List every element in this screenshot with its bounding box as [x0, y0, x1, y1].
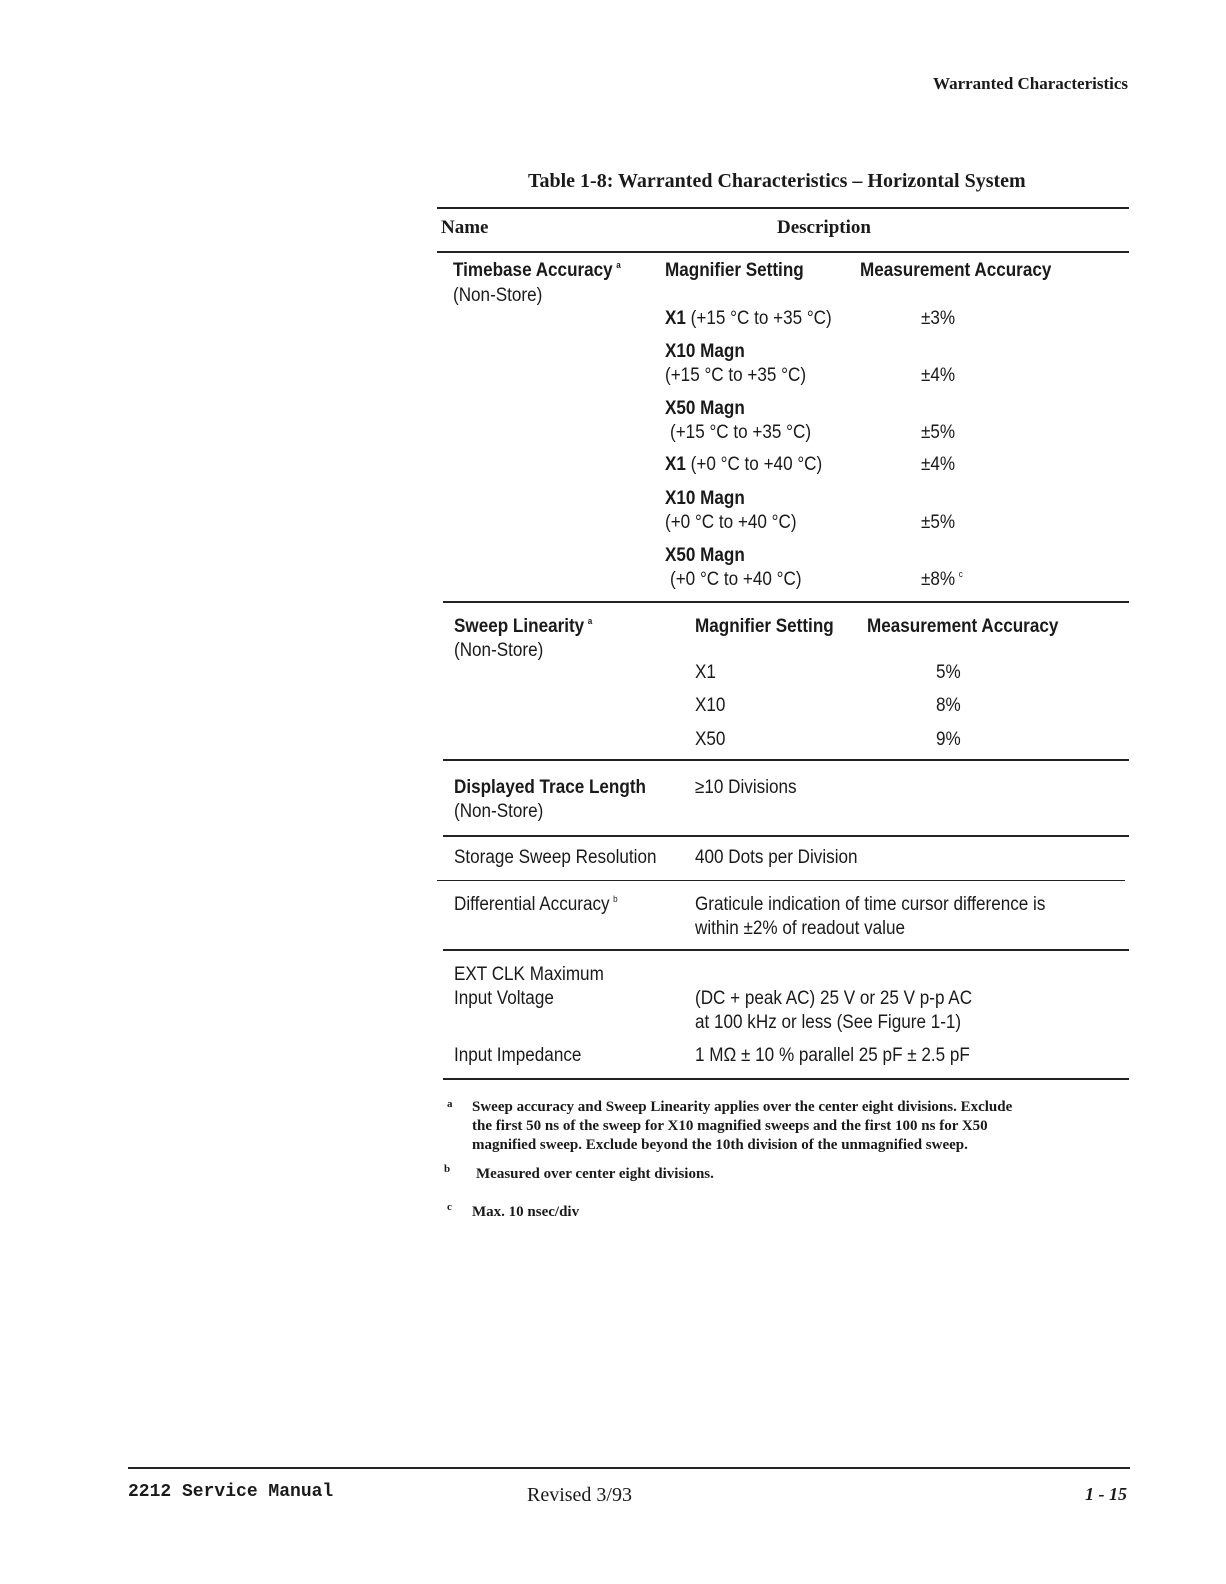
timebase-setting: X10 Magn — [665, 488, 745, 509]
column-header-description: Description — [777, 217, 871, 238]
differential-accuracy-value: Graticule indication of time cursor difference is — [695, 894, 1046, 915]
ext-clk-voltage-value: at 100 kHz or less (See Figure 1-1) — [695, 1012, 962, 1033]
trace-length-name: Displayed Trace Length — [454, 777, 646, 798]
footnote-marker: b — [613, 894, 618, 904]
row-divider — [443, 759, 1129, 761]
linearity-subhead-setting: Magnifier Setting — [695, 616, 834, 637]
footer-revision: Revised 3/93 — [527, 1484, 632, 1506]
trace-length-qualifier: (Non-Store) — [454, 801, 544, 822]
linearity-setting: X50 — [695, 729, 726, 750]
timebase-accuracy-name: Timebase Accuracy $^a$ — [453, 260, 621, 281]
timebase-setting: X1 (+15 °C to +35 °C) — [665, 308, 832, 329]
timebase-accuracy-value: ±3% — [921, 308, 956, 329]
footnote-c-marker: c — [447, 1201, 452, 1213]
sweep-linearity-name: Sweep Linearity $^a$ — [454, 616, 593, 637]
timebase-setting: X50 Magn — [665, 545, 745, 566]
footnote-b-marker: b — [444, 1163, 451, 1175]
running-header: Warranted Characteristics — [933, 74, 1128, 93]
timebase-setting: X50 Magn — [665, 398, 745, 419]
footer-page-number: 1 - 15 — [1085, 1484, 1127, 1504]
storage-resolution-value: 400 Dots per Division — [695, 847, 858, 868]
footnote-a-text: magnified sweep. Exclude beyond the 10th division of the unmagnified sweep. — [472, 1137, 968, 1153]
row-divider — [443, 949, 1129, 951]
timebase-accuracy-value: ±5% — [921, 512, 956, 533]
storage-resolution-name: Storage Sweep Resolution — [454, 847, 657, 868]
timebase-qualifier: (Non-Store) — [453, 285, 543, 306]
column-header-name: Name — [441, 217, 489, 238]
timebase-accuracy-value: ±4% — [921, 365, 956, 386]
differential-accuracy-value: within ±2% of readout value — [695, 918, 905, 939]
timebase-setting: X1 (+0 °C to +40 °C) — [665, 454, 823, 475]
table-bottom-rule — [443, 1078, 1129, 1080]
table-top-rule — [437, 207, 1129, 209]
timebase-subhead-setting: Magnifier Setting — [665, 260, 804, 281]
header-bottom-rule — [437, 251, 1129, 253]
ext-clk-voltage-value: (DC + peak AC) 25 V or 25 V p-p AC — [695, 988, 973, 1009]
linearity-accuracy-value: 5% — [936, 662, 961, 683]
row-divider — [443, 601, 1129, 603]
timebase-setting-range: (+0 °C to +40 °C) — [670, 569, 802, 590]
footnote-a-text: Sweep accuracy and Sweep Linearity applies over the center eight divisions. Exclude — [472, 1099, 1013, 1115]
timebase-subhead-accuracy: Measurement Accuracy — [860, 260, 1052, 281]
row-divider — [437, 880, 1125, 881]
timebase-accuracy-value: ±5% — [921, 422, 956, 443]
sweep-linearity-qualifier: (Non-Store) — [454, 640, 544, 661]
linearity-accuracy-value: 8% — [936, 695, 961, 716]
footer-rule — [128, 1467, 1130, 1469]
footnote-marker: a — [616, 260, 621, 270]
ext-clk-name: EXT CLK Maximum — [454, 964, 604, 985]
timebase-setting: X10 Magn — [665, 341, 745, 362]
timebase-accuracy-value: ±8% $^c$ — [921, 569, 963, 590]
footnote-a-text: the first 50 ns of the sweep for X10 magnified sweeps and the first 100 ns for X50 — [472, 1118, 988, 1134]
linearity-accuracy-value: 9% — [936, 729, 961, 750]
timebase-setting-range: (+0 °C to +40 °C) — [665, 512, 797, 533]
ext-clk-impedance-name: Input Impedance — [454, 1045, 582, 1066]
footnote-a-marker: a — [447, 1098, 453, 1110]
linearity-setting: X1 — [695, 662, 716, 683]
linearity-subhead-accuracy: Measurement Accuracy — [867, 616, 1059, 637]
trace-length-value: ≥10 Divisions — [695, 777, 797, 798]
timebase-setting-range: (+15 °C to +35 °C) — [665, 365, 807, 386]
ext-clk-impedance-value: 1 MΩ ± 10 % parallel 25 pF ± 2.5 pF — [695, 1045, 970, 1066]
row-divider — [443, 835, 1129, 837]
ext-clk-input-voltage: Input Voltage — [454, 988, 554, 1009]
footnote-marker: c — [958, 569, 963, 579]
footnote-c-text: Max. 10 nsec/div — [472, 1204, 580, 1220]
footnote-marker: a — [587, 616, 593, 626]
linearity-setting: X10 — [695, 695, 726, 716]
table-caption: Table 1-8: Warranted Characteristics – Horizontal System — [528, 170, 1026, 192]
timebase-setting-range: (+15 °C to +35 °C) — [670, 422, 812, 443]
timebase-accuracy-value: ±4% — [921, 454, 956, 475]
differential-accuracy-name: Differential Accuracy $^b$ — [454, 894, 618, 915]
footer-manual-title: 2212 Service Manual — [128, 1482, 334, 1502]
footnote-b-text: Measured over center eight divisions. — [476, 1166, 714, 1182]
